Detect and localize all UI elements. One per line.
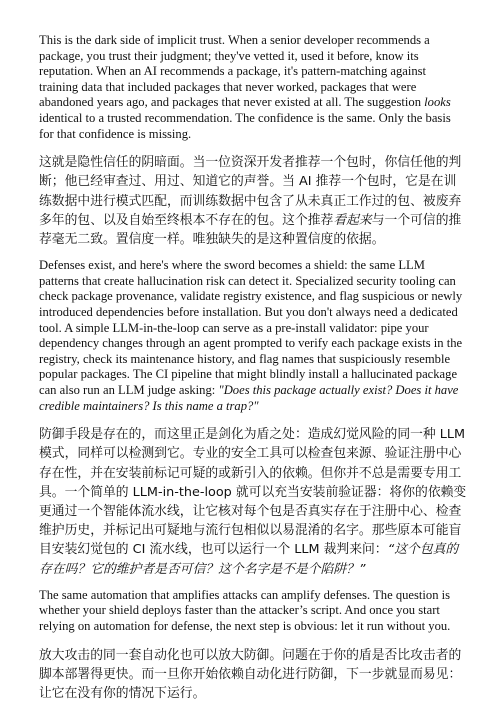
emphasis-span: "Does this package actually exist? Does it have credible maintainers? Is this name a trap?" — [39, 382, 459, 413]
text-span: The same automation that amplifies attacks can amplify defenses. The question is whether your shield deploys faster than the attacker’s script. And once you start relying on automation for defense, the next step is obvious: let it run without you. — [39, 587, 451, 633]
paragraph-zh-3 — [39, 646, 467, 704]
paragraph-en-1 — [39, 33, 467, 142]
paragraph-en-2 — [39, 258, 467, 414]
paragraph-zh-2 — [39, 425, 467, 579]
text-span: 这就是隐性信任的阴暗面。当一位资深开发者推荐一个包时，你信任他的判断；他已经审查过、用过、知道它的声誉。当 AI 推荐一个包时，它是在训练数据中进行模式匹配，而训练数据中包含了从未真正工作过的包、被废弃多年的包、以及自始至终根本不存在的包。这个推荐 — [39, 155, 462, 228]
emphasis-span: looks — [424, 95, 451, 110]
text-span: identical to a trusted recommendation. The confidence is the same. Only the basis for that confidence is missing. — [39, 110, 451, 141]
text-span: Defenses exist, and here's where the sword becomes a shield: the same LLM patterns that create hallucination risk can detect it. Specialized security tooling can check package provenance, validate registry existence, and flag suspicious or newly introduced dependencies before installation. But you don't always need a dedicated tool. A simple LLM-in-the-loop can serve as a pre-install validator: pipe your dependency changes through an agent prompted to verify each package exists in the registry, check its maintenance history, and flag names that suspiciously resemble popular packages. The CI pipeline that might blindly install a hallucinated package can also run an LLM judge asking: — [39, 258, 463, 397]
paragraph-en-3 — [39, 588, 467, 635]
text-span: 与一个可信的推荐毫无二致。置信度一样。唯独缺失的是这种置信度的依据。 — [39, 212, 462, 247]
emphasis-span: 看起来 — [333, 212, 372, 228]
text-span: 放大攻击的同一套自动化也可以放大防御。问题在于你的盾是否比攻击者的脚本部署得更快。而一旦你开始依赖自动化进行防御，下一步就显而易见：让它在没有你的情况下运行。 — [39, 647, 462, 701]
text-span: 防御手段是存在的，而这里正是剑化为盾之处：造成幻觉风险的同一种 LLM 模式，同样可以检测到它。专业的安全工具可以检查包来源、验证注册中心存在性，并在安装前标记可疑的或新引入的依赖。但你并不总是需要专用工具。一个简单的 LLM-in-the-loop 就可以充当安装前验证器：将你的依赖变更通过一个智能体流水线，让它核对每个包是否真实存在于注册中心、检查维护历史，并标记出可疑地与流行包相似以易混淆的名字。那些原本可能盲目安装幻觉包的 CI 流水线，也可以运行一个 LLM 裁判来问： — [39, 427, 467, 558]
emphasis-span: “这个包真的存在吗？它的维护者是否可信？这个名字是不是个陷阱？” — [39, 542, 459, 577]
text-span: This is the dark side of implicit trust. When a senior developer recommends a package, you trust their judgment; they've vetted it, used it before, know its reputation. When an AI recommends a package, it's pattern-matching against training data that included packages that never worked, packages that were abandoned years ago, and packages that never existed at all. The suggestion — [39, 33, 430, 110]
paragraph-zh-1 — [39, 153, 467, 249]
document-page — [39, 33, 467, 712]
